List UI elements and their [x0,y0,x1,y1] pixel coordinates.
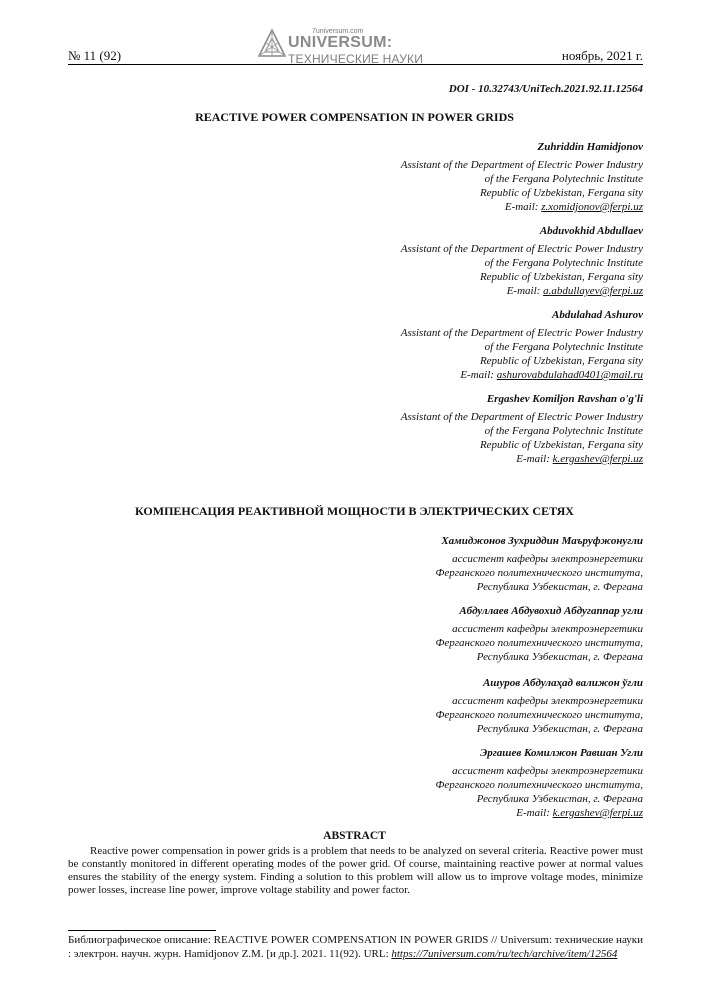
author-affiliation: Assistant of the Department of Electric Power Industry [400,327,643,339]
author-affiliation: of the Fergana Polytechnic Institute [484,341,643,353]
author-email-line [401,452,643,466]
author-country: Republic of Uzbekistan, Fergana sity [479,355,643,367]
email-label: E-mail: [460,369,497,381]
doi: DOI - 10.32743/UniTech.2021.92.11.12564 [448,83,643,95]
logo-name: UNIVERSUM: [288,34,393,51]
author-name: Abdulahad Ashurov [552,309,643,321]
author-affiliation: Ферганского политехнического института, [435,779,643,791]
author-ru-2 [436,604,643,664]
author-name: Zuhriddin Hamidjonov [537,141,643,153]
issue-number: № 11 (92) [68,48,122,63]
author-email-line [401,200,643,214]
author-affiliation: ассистент кафедры электроэнергетики [452,553,643,565]
author-country: Республика Узбекистан, г. Фергана [476,581,643,593]
footnote [68,934,643,961]
author-en-2 [401,224,643,298]
author-affiliation: Assistant of the Department of Electric Power Industry [400,159,643,171]
author-affiliation: ассистент кафедры электроэнергетики [452,623,643,635]
issue-date: ноябрь, 2021 г. [561,48,643,63]
author-affiliation: Ферганского политехнического института, [435,567,643,579]
author-email-link[interactable]: z.xomidjonov@ferpi.uz [541,201,643,213]
logo-subtitle: ТЕХНИЧЕСКИЕ НАУКИ [288,52,424,66]
author-name: Абдуллаев Абдувохид Абдугаппар угли [459,605,643,617]
title-russian: КОМПЕНСАЦИЯ РЕАКТИВНОЙ МОЩНОСТИ В ЭЛЕКТРИЧЕСКИХ СЕТЯХ [135,504,574,518]
author-email-link[interactable]: k.ergashev@ferpi.uz [552,807,643,819]
author-affiliation: Ферганского политехнического института, [435,709,643,721]
email-label: E-mail: [516,807,553,819]
author-ru-1 [436,534,643,594]
author-country: Republic of Uzbekistan, Fergana sity [479,439,643,451]
author-name: Ergashev Komiljon Ravshan o'g'li [486,393,643,405]
author-email-line [401,284,643,298]
footnote-rule [68,930,216,931]
author-country: Республика Узбекистан, г. Фергана [476,651,643,663]
author-ru-4 [436,746,643,820]
author-name: Ашуров Абдулаҳад валижон ўгли [482,677,643,689]
footnote-url-link[interactable]: https://7universum.com/ru/tech/archive/item/12564 [391,947,618,960]
author-email-link[interactable]: k.ergashev@ferpi.uz [552,453,643,465]
author-country: Republic of Uzbekistan, Fergana sity [479,271,643,283]
author-country: Republic of Uzbekistan, Fergana sity [479,187,643,199]
author-email-link[interactable]: ashurovabdulahad0401@mail.ru [496,369,643,381]
abstract-heading: ABSTRACT [323,830,386,842]
author-en-4 [401,392,643,466]
logo-site: 7universum.com [312,28,364,35]
email-label: E-mail: [506,285,544,297]
triangle-logo-icon [257,28,287,60]
email-label: E-mail: [504,201,542,213]
author-email-line [436,806,643,820]
author-affiliation: Assistant of the Department of Electric Power Industry [400,243,643,255]
author-affiliation: of the Fergana Polytechnic Institute [484,257,643,269]
title-english: REACTIVE POWER COMPENSATION IN POWER GRIDS [195,110,514,124]
author-country: Республика Узбекистан, г. Фергана [476,723,643,735]
author-country: Республика Узбекистан, г. Фергана [476,793,643,805]
author-en-1 [401,140,643,214]
author-name: Эргашев Комилжон Равшан Угли [480,747,643,759]
author-affiliation: of the Fergana Polytechnic Institute [484,173,643,185]
author-en-3 [401,308,643,382]
author-affiliation: ассистент кафедры электроэнергетики [452,695,643,707]
abstract-text: Reactive power compensation in power grids is a problem that needs to be analyzed on several criteria. Reactive power must be constantly monitored in different operating modes of the power grid. Of course, maintaining reactive power at normal values ensures the stability of the energy system. Finding a solution to this problem will allow us to improve voltage modes, minimize power losses, increase line power, improve voltage stability and power factor. [68,845,643,896]
author-name: Abduvokhid Abdullaev [539,225,643,237]
email-label: E-mail: [516,453,553,465]
author-affiliation: ассистент кафедры электроэнергетики [452,765,643,777]
author-email-line [401,368,643,382]
author-affiliation: Assistant of the Department of Electric Power Industry [400,411,643,423]
footnote-text: Библиографическое описание: REACTIVE POWER COMPENSATION IN POWER GRIDS // Universum: технические науки : электрон. научн. журн. Hamidjonov Z.M. [и др.]. 2021. 11(92). URL: [68,934,643,960]
journal-logo [255,26,455,66]
author-affiliation: Ферганского политехнического института, [435,637,643,649]
author-email-link[interactable]: a.abdullayev@ferpi.uz [543,285,643,297]
author-affiliation: of the Fergana Polytechnic Institute [484,425,643,437]
author-ru-3 [436,676,643,736]
author-name: Хамиджонов Зухриддин Маъруфжонугли [441,535,643,547]
